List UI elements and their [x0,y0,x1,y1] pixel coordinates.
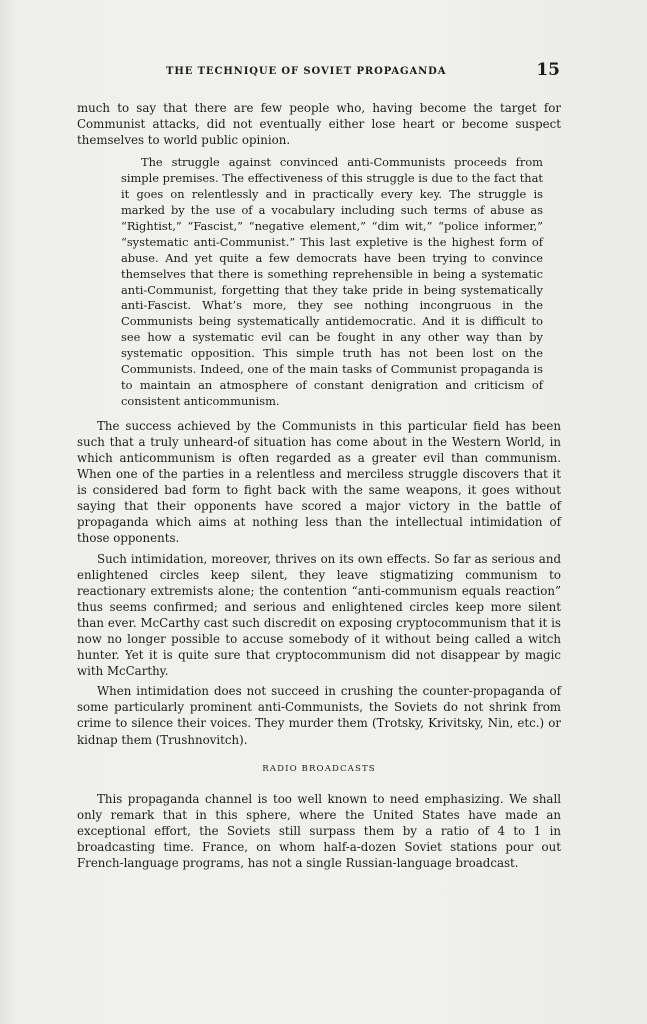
block-quote: The struggle against convinced anti-Communists proceeds from simple premises. The effectiveness of this struggle is due to the fact that it goes on relentlessly and in practically every key. The struggle is marked by the use of a vocabulary including such terms of abuse as “Rightist,” “Fascist,” “negative element,” “dim wit,” “police informer,” “systematic anti-Communist.” This last expletive is the highest form of abuse. And yet quite a few democrats have been trying to convince themselves that there is something reprehensible in being a systematic anti-Communist, forgetting that they take pride in being systematically anti-Fascist. What’s more, they see nothing incongruous in the Communists being systematically antidemocratic. And it is difficult to see how a systematic evil can be fought in any other way than by systematic opposition. This simple truth has not been lost on the Communists. Indeed, one of the main tasks of Communist propaganda is to maintain an atmosphere of constant denigration and criticism of consistent anticommunism. [121,155,543,408]
running-head: THE TECHNIQUE OF SOVIET PROPAGANDA [166,66,447,77]
paragraph-radio: This propaganda channel is too well known to need emphasizing. We shall only remark that in this sphere, where the United States have made an exceptional effort, the Soviets still surpass them by a ratio of 4 to 1 in broadcasting time. France, on whom half-a-dozen Soviet stations pour out French-language programs, has not a single Russian-language broadcast. [77,791,561,871]
body-text [77,100,561,871]
paragraph-success: The success achieved by the Communists in this particular field has been such that a truly unheard-of situation has come about in the Western World, in which anticommunism is often regarded as a greater evil than communism. When one of the parties in a relentless and merciless struggle discovers that it is considered bad form to fight back with the same weapons, it goes without saying that their opponents have scored a major victory in the battle of propaganda which aims at nothing less than the intellectual intimidation of those opponents. [77,418,561,546]
page-header [90,60,560,82]
section-heading: RADIO BROADCASTS [262,763,376,774]
paragraph-continuation: much to say that there are few people who, having become the target for Communist attacks, did not eventually either lose heart or become suspect themselves to world public opinion. [77,101,561,148]
paragraph-crime: When intimidation does not succeed in crushing the counter-propaganda of some particularly prominent anti-Communists, the Soviets do not shrink from crime to silence their voices. They murder them (Trotsky, Krivitsky, Nin, etc.) or kidnap them (Trushnovitch). [77,684,561,747]
paragraph-intimidation: Such intimidation, moreover, thrives on its own effects. So far as serious and enlightened circles keep silent, they leave stigmatizing communism to reactionary extremists alone; the contention “anti-communism equals reaction” thus seems confirmed; and serious and enlightened circles keep more silent than ever. McCarthy cast such discredit on exposing cryptocommunism that it is now no longer possible to accuse somebody of it without being called a witch hunter. Yet it is quite sure that cryptocommunism did not disappear by magic with McCarthy. [77,551,561,679]
page-number: 15 [536,60,560,80]
